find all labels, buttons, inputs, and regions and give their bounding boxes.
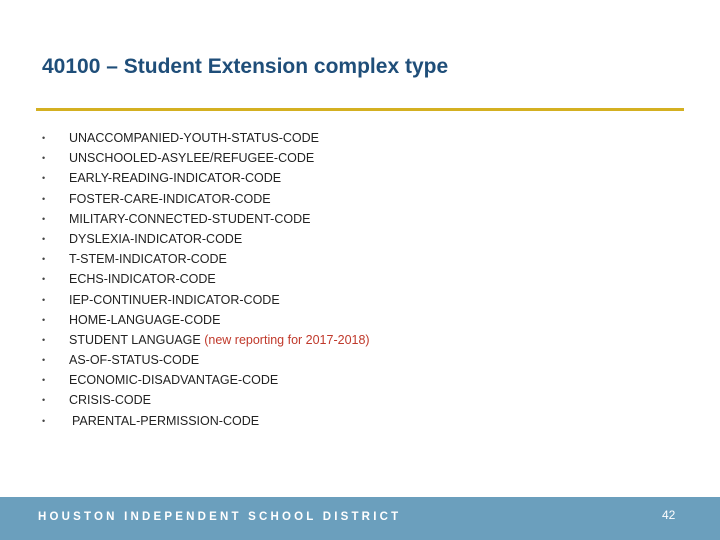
bullet-icon: •: [42, 233, 46, 244]
bullet-icon: •: [42, 133, 46, 143]
item-text: ECHS-INDICATOR-CODE: [69, 272, 216, 287]
list-item: [42, 209, 370, 229]
bullet-icon: •: [42, 375, 46, 386]
item-text: UNSCHOOLED-ASYLEE/REFUGEE-CODE: [69, 151, 315, 166]
page-number: 42: [662, 508, 676, 522]
bullet-icon: •: [42, 274, 46, 285]
footer-bar: [0, 497, 720, 540]
bullet-icon: •: [42, 193, 46, 204]
list-item: [42, 411, 370, 431]
item-text: ECONOMIC-DISADVANTAGE-CODE: [69, 373, 279, 388]
bullet-icon: •: [42, 254, 46, 265]
list-item: [42, 148, 370, 168]
list-item: [42, 310, 370, 330]
list-item: [42, 290, 370, 310]
bullet-icon: •: [42, 395, 46, 406]
list-item: [42, 249, 370, 269]
item-text: EARLY-READING-INDICATOR-CODE: [69, 171, 282, 186]
item-text: T-STEM-INDICATOR-CODE: [69, 252, 227, 267]
item-text: HOME-LANGUAGE-CODE: [69, 312, 221, 327]
list-item: [42, 370, 370, 390]
item-text: PARENTAL-PERMISSION-CODE: [72, 413, 260, 428]
bullet-icon: •: [42, 334, 46, 345]
item-text: UNACCOMPANIED-YOUTH-STATUS-CODE: [69, 131, 319, 145]
bullet-icon: •: [42, 314, 46, 325]
item-text: DYSLEXIA-INDICATOR-CODE: [69, 231, 243, 246]
title-divider: [36, 108, 684, 111]
list-item: [42, 269, 370, 289]
organization-name: HOUSTON INDEPENDENT SCHOOL DISTRICT: [38, 511, 402, 523]
bullet-icon: •: [42, 415, 46, 426]
list-item: [42, 189, 370, 209]
bullet-icon: •: [42, 355, 46, 366]
item-text: CRISIS-CODE: [69, 393, 151, 408]
item-note: (new reporting for 2017-2018): [204, 332, 370, 347]
item-text: FOSTER-CARE-INDICATOR-CODE: [69, 191, 271, 206]
item-text: MILITARY-CONNECTED-STUDENT-CODE: [69, 211, 311, 226]
list-item: [42, 350, 370, 370]
bullet-icon: •: [42, 213, 46, 224]
item-text: AS-OF-STATUS-CODE: [69, 353, 200, 368]
item-text: STUDENT LANGUAGE: [69, 332, 205, 347]
bullet-icon: •: [42, 153, 46, 164]
list-item: [42, 128, 370, 148]
slide-title: 40100 – Student Extension complex type: [42, 55, 449, 78]
field-list: [42, 128, 370, 431]
list-item: [42, 229, 370, 249]
item-text: IEP-CONTINUER-INDICATOR-CODE: [69, 292, 280, 307]
list-item: [42, 330, 370, 350]
bullet-icon: •: [42, 173, 46, 184]
bullet-icon: •: [42, 294, 46, 305]
list-item: [42, 168, 370, 188]
list-item: [42, 390, 370, 410]
